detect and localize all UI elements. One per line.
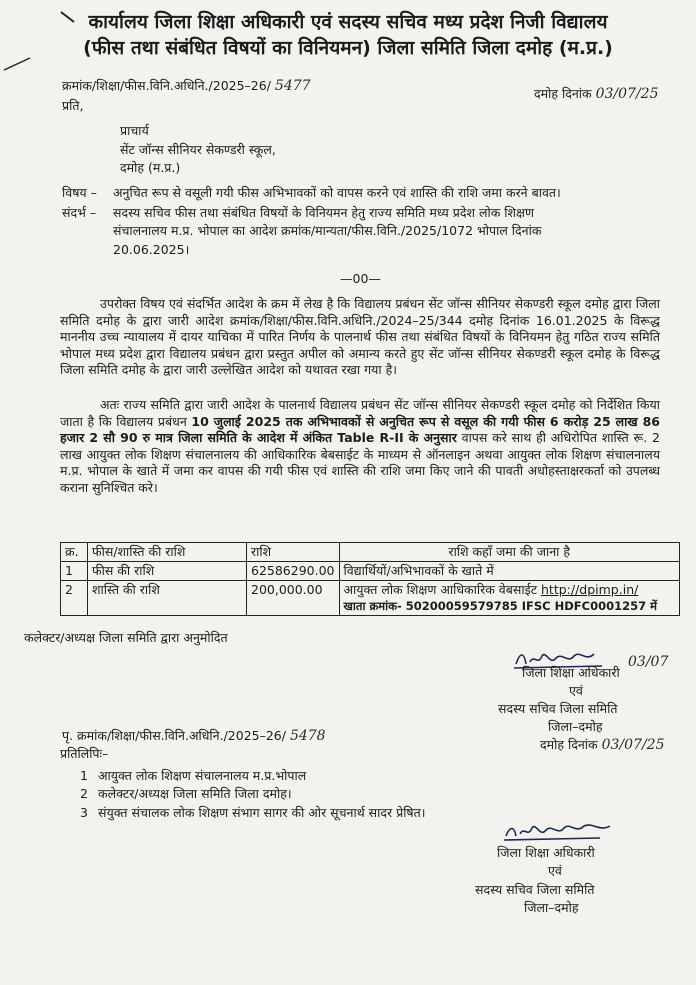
- approval-note: कलेक्टर/अध्यक्ष जिला समिति द्वारा अनुमोदित: [24, 630, 228, 645]
- signature-2-line-2: एवं: [548, 863, 562, 878]
- ref-number: [62, 77, 311, 95]
- signature-1-date-hand: 03/07/25: [601, 737, 665, 753]
- row-2-where: [339, 581, 679, 616]
- table-header-row: [61, 543, 680, 562]
- subject-text: अनुचित रूप से वसूली गयी फीस अभिभावकों को वापस करने एवं शास्ति की राशि जमा करने बावत।: [113, 185, 561, 200]
- signature-1-line-3: सदस्य सचिव जिला समिति: [498, 701, 618, 716]
- endorsement-number: [62, 727, 326, 745]
- row-2-amount: 200,000.00: [247, 581, 340, 616]
- reference-line-1: सदस्य सचिव फीस तथा संबंधित विषयों के विनियमन हेतु राज्य समिति मध्य प्रदेश लोक शिक्षण: [113, 205, 535, 220]
- signature-2-line-1: जिला शिक्षा अधिकारी: [497, 845, 595, 860]
- row-1-where: विद्यार्थियों/अभिभावकों के खाते में: [339, 562, 679, 581]
- endorsement-number-hand: 5478: [289, 728, 326, 744]
- divider: —00—: [340, 271, 381, 286]
- signature-2-line-3: सदस्य सचिव जिला समिति: [475, 882, 595, 897]
- ref-number-prefix: क्रमांक/शिक्षा/फीस.विनि.अधिनि./2025–26/: [62, 78, 271, 93]
- table-row: [61, 562, 680, 581]
- row-2-type: शास्ति की राशि: [88, 581, 247, 616]
- signature-1-line-4: जिला–दमोह: [548, 719, 603, 734]
- table-row: [61, 581, 680, 616]
- row-2-where-line-2: खाता क्रमांक- 50200059579785 IFSC HDFC0001257 में: [343, 599, 657, 613]
- reference-label: संदर्भ –: [62, 205, 97, 220]
- signature-1-date-line: [540, 736, 665, 754]
- addressee-1: प्राचार्य: [120, 123, 149, 138]
- paragraph-2-bold: 10 जुलाई 2025 तक अभिभावकों से अनुचित रूप से वसूल की गयी फीस 6 करोड़ 25 लाख 86 हजार 2 सौ 90 रु मात्र जिला समिति के आदेश में अंकित Table R-II के अनुसार: [60, 413, 661, 446]
- header-where: राशि कहाँ जमा की जाना है: [339, 543, 679, 562]
- header-line-2: (फीस तथा संबंधित विषयों का विनियमन) जिला समिति जिला दमोह (म.प्र.): [83, 37, 613, 59]
- prati: प्रति,: [62, 98, 84, 113]
- signature-1-date: 03/07: [628, 654, 669, 670]
- copy-item-1-number: 1: [80, 768, 88, 783]
- copy-item-2-number: 2: [80, 786, 88, 801]
- ref-number-hand: 5477: [274, 78, 311, 94]
- copy-item-1: आयुक्त लोक शिक्षण संचालनालय म.प्र.भोपाल: [98, 768, 307, 783]
- row-1-type: फीस की राशि: [88, 562, 247, 581]
- row-1-amount: 62586290.00: [247, 562, 340, 581]
- copy-item-3-number: 3: [80, 805, 88, 820]
- paragraph-2-part-2: वापस करे साथ ही अधिरोपित शास्ति रू. 2 लाख आयुक्त लोक शिक्षण संचालनालय की आधिकारिक बेबसाईट के माध्यम से ऑनलाइन अथवा आयुक्त लोक शिक्षण संचालनालय म.प्र. भोपाल के खाते में जमा कर वापस की गयी फीस एवं शास्ति की राशि जमा किए जाने की पावती अधोहस्ताक्षरकर्ता को उपलब्ध कराना सुनिश्चित करे।: [60, 430, 660, 495]
- copy-label: प्रतिलिपिः–: [60, 746, 109, 761]
- addressee-2: सेंट जॉन्स सीनियर सेकण्डरी स्कूल,: [120, 142, 276, 157]
- signature-2-line-4: जिला–दमोह: [524, 900, 579, 915]
- header-amount: राशि: [247, 543, 340, 562]
- paragraph-2-part-1: अतः राज्य समिति द्वारा जारी आदेश के पालनार्थ विद्यालय प्रबंधन सेंट जॉन्स सीनियर सेकण्डरी स्कूल दमोह को निर्देशित किया जाता है कि विद्यालय प्रबंधन: [60, 397, 660, 429]
- ref-date-label: दमोह दिनांक: [534, 86, 592, 101]
- signature-1-line-1: जिला शिक्षा अधिकारी: [522, 665, 620, 680]
- header-type: फीस/शास्ति की राशि: [88, 543, 247, 562]
- signature-1-line-2: एवं: [569, 683, 583, 698]
- header-sn: क्र.: [61, 543, 88, 562]
- reference-line-2: संचालनालय म.प्र. भोपाल का आदेश क्रमांक/मान्यता/फीस.विनि./2025/1072 भोपाल दिनांक: [113, 223, 542, 238]
- row-2-where-line-1: आयुक्त लोक शिक्षण आधिकारिक वेबसाईट: [343, 582, 538, 597]
- endorsement-number-prefix: पृ. क्रमांक/शिक्षा/फीस.विनि.अधिनि./2025–26/: [62, 728, 286, 743]
- paragraph-2: [60, 397, 660, 497]
- paragraph-1: उपरोक्त विषय एवं संदर्भित आदेश के क्रम में लेख है कि विद्यालय प्रबंधन सेंट जॉन्स सीनियर सेकण्डरी स्कूल दमोह द्वारा जिला समिति दमोह के द्वारा जारी आदेश क्रमांक/शिक्षा/फीस.विनि.अधिनि./2024–25/344 दमोह दिनांक 16.01.2025 के विरूद्ध माननीय उच्च न्यायालय में दायर याचिका में पारित निर्णय के पालनार्थ फीस तथा संबंधित विषयों के विनियमन हेतु गठित राज्य समिति भोपाल मध्य प्रदेश द्वारा विद्यालय प्रबंधन द्वारा प्रस्तुत अपील को अमान्य करते हुए सेंट जॉन्स सीनियर सेकण्डरी स्कूल दमोह के विरूद्ध जिला समिति दमोह के द्वारा जारी उल्लेखित आदेश को यथावत रखा गया है।: [60, 296, 660, 378]
- subject-label: विषय –: [62, 185, 97, 200]
- copy-item-2: कलेक्टर/अध्यक्ष जिला समिति जिला दमोह।: [98, 786, 292, 801]
- row-2-url-link[interactable]: http://dpimp.in/: [541, 582, 639, 597]
- fee-table: [60, 542, 680, 616]
- row-1-sn: 1: [61, 562, 88, 581]
- row-2-sn: 2: [61, 581, 88, 616]
- copy-item-3: संयुक्त संचालक लोक शिक्षण संभाग सागर की ओर सूचनार्थ सादर प्रेषित।: [98, 805, 426, 820]
- reference-line-3: 20.06.2025।: [113, 242, 190, 257]
- ref-date-hand: 03/07/25: [595, 86, 659, 102]
- addressee-3: दमोह (म.प्र.): [120, 160, 181, 175]
- header-line-1: कार्यालय जिला शिक्षा अधिकारी एवं सदस्य सचिव मध्य प्रदेश निजी विद्यालय: [88, 11, 608, 33]
- signature-1-date-label: दमोह दिनांक: [540, 737, 598, 752]
- ref-date: [534, 85, 659, 103]
